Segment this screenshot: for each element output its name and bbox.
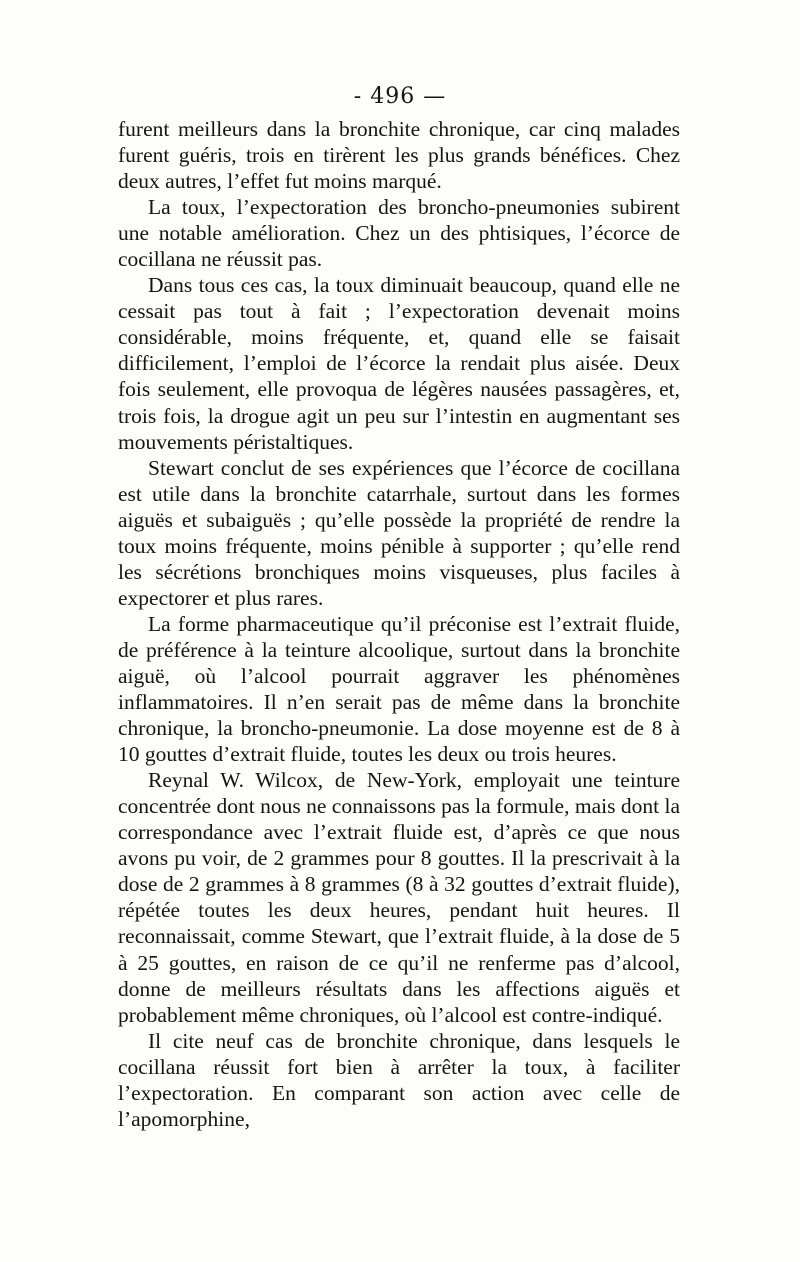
paragraph-6: Reynal W. Wilcox, de New-York, employait une teinture concentrée dont nous ne connaissons pas la formule, mais dont la correspondance avec l’extrait fluide est, d’après ce que nous avons pu voir, de 2 grammes pour 8 gouttes. Il la prescrivait à la dose de 2 grammes à 8 grammes (8 à 32 gouttes d’extrait fluide), répétée toutes les deux heures, pendant huit heures. Il reconnaissait, comme Stewart, que l’extrait fluide, à la dose de 5 à 25 gouttes, en raison de ce qu’il ne renferme pas d’alcool, donne de meilleurs résultats dans les affections aiguës et probablement même chroniques, où l’alcool est contre-indiqué. [118,768,680,1027]
paragraph-2: La toux, l’expectoration des broncho-pneumonies subirent une notable amélioration. Chez un des phtisiques, l’écorce de cocillana ne réussit pas. [118,195,680,272]
paragraph-1: furent meilleurs dans la bronchite chronique, car cinq malades furent guéris, trois en tirèrent les plus grands bénéfices. Chez deux autres, l’effet fut moins marqué. [118,117,680,194]
page-number: - 496 — [353,84,447,109]
paragraph-3: Dans tous ces cas, la toux diminuait beaucoup, quand elle ne cessait pas tout à fait ; l’expectoration devenait moins considérable, moins fréquente, et, quand elle se faisait difficilement, l’emploi de l’écorce la rendait plus aisée. Deux fois seulement, elle provoqua de légères nausées passagères, et, trois fois, la drogue agit un peu sur l’intestin en augmentant ses mouvements péristaltiques. [118,273,680,454]
paragraph-5: La forme pharmaceutique qu’il préconise est l’extrait fluide, de préférence à la teinture alcoolique, surtout dans la bronchite aiguë, où l’alcool pourrait aggraver les phénomènes inflammatoires. Il n’en serait pas de même dans la bronchite chronique, la broncho-pneumonie. La dose moyenne est de 8 à 10 gouttes d’extrait fluide, toutes les deux ou trois heures. [118,611,680,767]
paragraph-4: Stewart conclut de ses expériences que l’écorce de cocillana est utile dans la bronchite catarrhale, surtout dans les formes aiguës et subaiguës ; qu’elle possède la propriété de rendre la toux moins fréquente, moins pénible à supporter ; qu’elle rend les sécrétions bronchiques moins visqueuses, plus faciles à expectorer et plus rares. [118,455,680,610]
body-text [118,116,680,1132]
paragraph-7: Il cite neuf cas de bronchite chronique, dans lesquels le cocillana réussit fort bien à arrêter la toux, à faciliter l’expectoration. En comparant son action avec celle de l’apomorphine, [118,1028,680,1131]
